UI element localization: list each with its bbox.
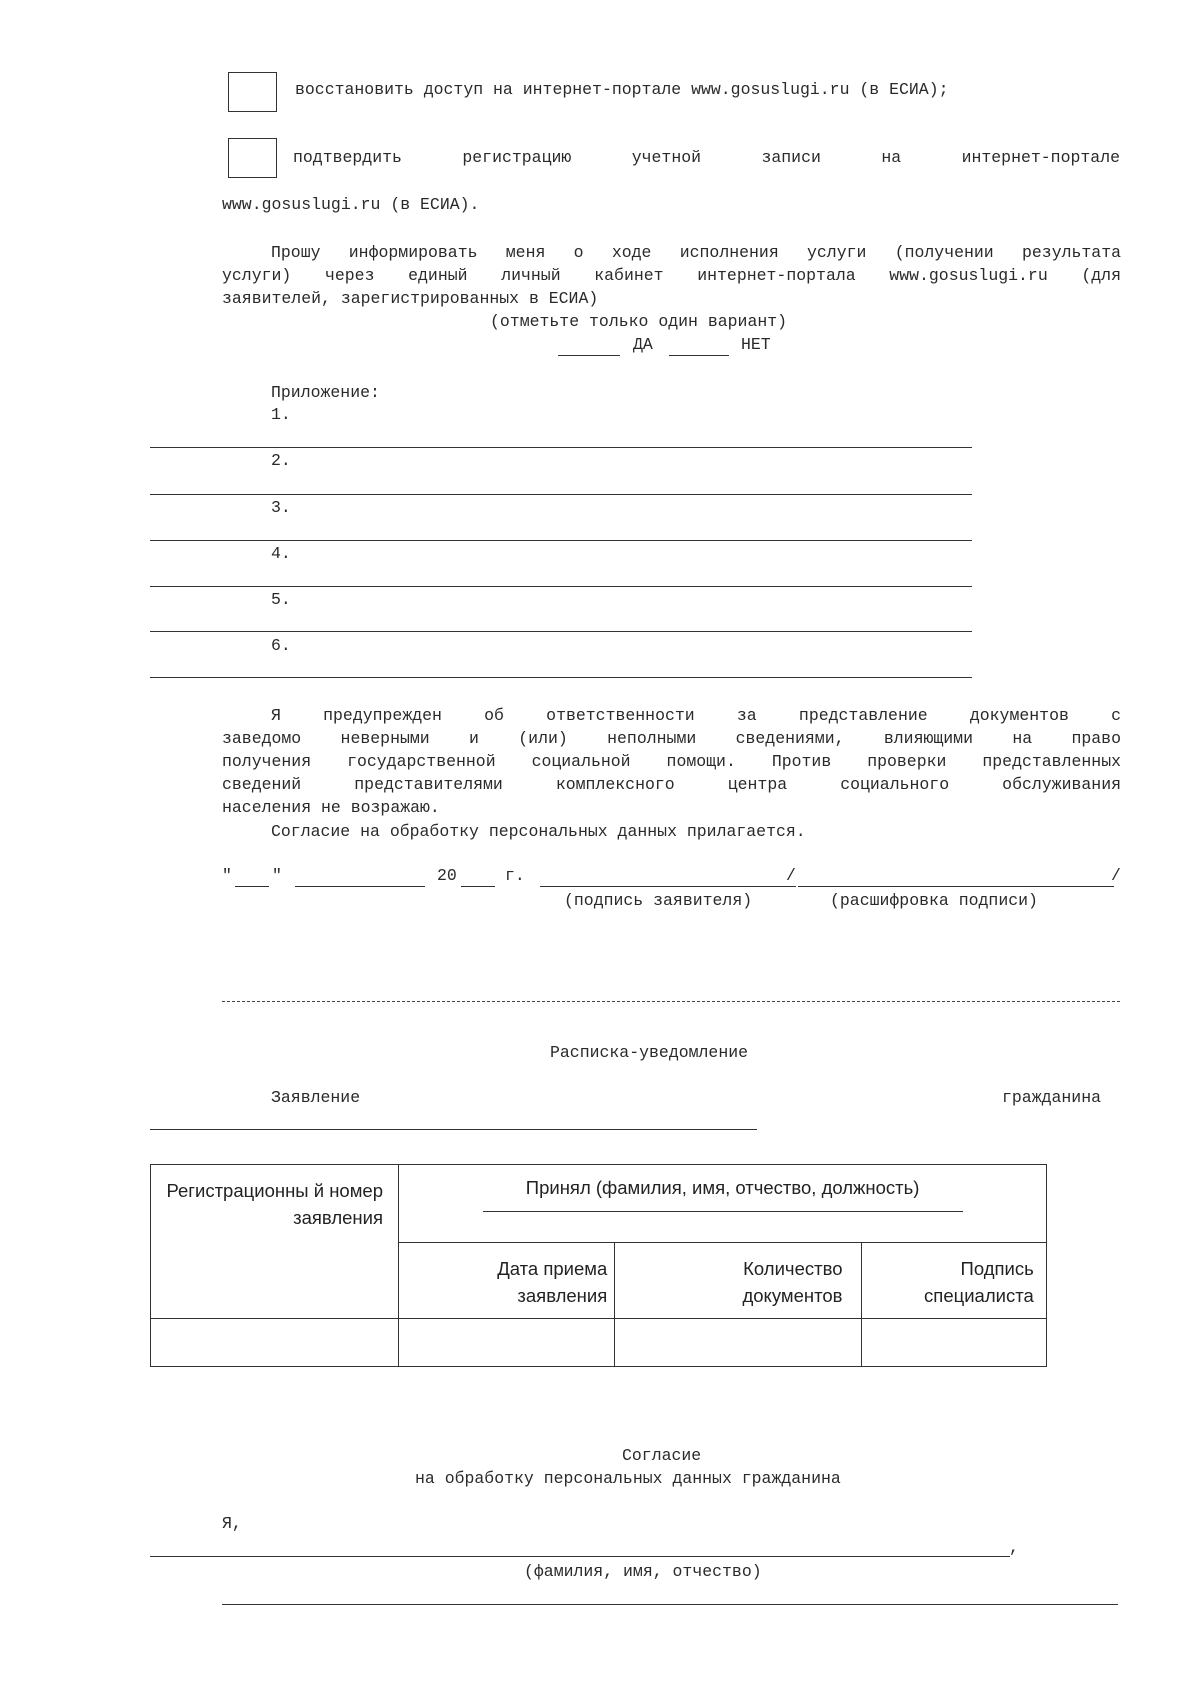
accepted-header bbox=[399, 1165, 1047, 1243]
receipt-statement-word: Заявление bbox=[271, 1088, 361, 1107]
count-cell[interactable] bbox=[614, 1319, 861, 1367]
attachment-number: 5. bbox=[271, 590, 291, 609]
attachment-number: 6. bbox=[271, 636, 291, 655]
consent-attached: Согласие на обработку персональных данных прилагается. bbox=[271, 822, 806, 841]
day-field[interactable] bbox=[235, 886, 269, 887]
receipt-citizen-word: гражданина bbox=[1002, 1088, 1102, 1107]
warning-line1: Я предупрежден об ответственности за представление документов с bbox=[271, 706, 1121, 725]
attachment-number: 4. bbox=[271, 544, 291, 563]
signature-decode-field[interactable] bbox=[798, 886, 1114, 887]
consent-title: Согласие bbox=[622, 1446, 702, 1465]
attachment-number: 3. bbox=[271, 498, 291, 517]
year-field[interactable] bbox=[461, 886, 495, 887]
attachment-line[interactable] bbox=[150, 540, 972, 541]
date-cell[interactable] bbox=[399, 1319, 614, 1367]
warning-line2: заведомо неверными и (или) неполными сведениями, влияющими на право bbox=[222, 729, 1121, 748]
inform-note: (отметьте только один вариант) bbox=[490, 312, 788, 331]
attachment-line[interactable] bbox=[150, 586, 972, 587]
consent-ya: Я, bbox=[222, 1514, 242, 1533]
signature-label: (подпись заявителя) bbox=[564, 891, 753, 910]
inform-text-line2: услуги) через единый личный кабинет интернет-портала www.gosuslugi.ru (для bbox=[222, 266, 1121, 285]
receipt-title: Расписка-уведомление bbox=[550, 1043, 749, 1062]
consent-fio-field[interactable] bbox=[150, 1556, 1010, 1557]
yes-label: ДА bbox=[633, 335, 653, 354]
no-label: НЕТ bbox=[741, 335, 771, 354]
consent-fio-label: (фамилия, имя, отчество) bbox=[524, 1562, 762, 1581]
attachment-line[interactable] bbox=[150, 494, 972, 495]
reg-number-cell[interactable] bbox=[151, 1319, 399, 1367]
sign-header: Подпись специалиста bbox=[861, 1243, 1046, 1319]
year-suffix: г. bbox=[505, 866, 525, 885]
attachment-line[interactable] bbox=[150, 677, 972, 678]
consent-fio-comma: , bbox=[1009, 1538, 1019, 1557]
registration-table bbox=[150, 1164, 1047, 1367]
no-mark-line[interactable] bbox=[669, 355, 729, 356]
signature-decode-label: (расшифровка подписи) bbox=[830, 891, 1038, 910]
warning-line4: сведений представителями комплексного центра социального обслуживания bbox=[222, 775, 1121, 794]
attachment-line[interactable] bbox=[150, 631, 972, 632]
applicant-signature-field[interactable] bbox=[540, 886, 796, 887]
reg-number-header: Регистрационны й номер заявления bbox=[151, 1165, 399, 1319]
inform-text-line3: заявителей, зарегистрированных в ЕСИА) bbox=[222, 289, 599, 308]
restore-access-checkbox[interactable] bbox=[228, 72, 277, 112]
date-quote-open: " bbox=[222, 866, 232, 885]
confirm-registration-continuation: www.gosuslugi.ru (в ЕСИА). bbox=[222, 195, 480, 214]
accepted-label: Принял (фамилия, имя, отчество, должность) bbox=[525, 1177, 920, 1198]
warning-line5: населения не возражаю. bbox=[222, 798, 440, 817]
month-field[interactable] bbox=[295, 886, 425, 887]
cut-line bbox=[222, 1001, 1120, 1002]
signature-slash: / bbox=[786, 866, 796, 885]
count-header: Количество документов bbox=[614, 1243, 861, 1319]
restore-access-label: восстановить доступ на интернет-портале www.gosuslugi.ru (в ЕСИА); bbox=[295, 80, 949, 99]
attachment-number: 2. bbox=[271, 451, 291, 470]
signature-slash-end: / bbox=[1111, 866, 1121, 885]
sign-cell[interactable] bbox=[861, 1319, 1046, 1367]
inform-text-line1: Прошу информировать меня о ходе исполнения услуги (получении результата bbox=[271, 243, 1121, 262]
accepted-name-line[interactable] bbox=[483, 1211, 963, 1212]
warning-line3: получения государственной социальной помощи. Против проверки представленных bbox=[222, 752, 1121, 771]
confirm-registration-checkbox[interactable] bbox=[228, 138, 277, 178]
date-quote-close: " bbox=[272, 866, 282, 885]
date-header: Дата приема заявления bbox=[399, 1243, 614, 1319]
attachments-label: Приложение: bbox=[271, 383, 380, 402]
consent-second-line[interactable] bbox=[222, 1604, 1118, 1605]
yes-mark-line[interactable] bbox=[558, 355, 620, 356]
attachment-line[interactable] bbox=[150, 447, 972, 448]
citizen-name-field[interactable] bbox=[150, 1129, 757, 1130]
attachment-number: 1. bbox=[271, 405, 291, 424]
consent-subtitle: на обработку персональных данных гражданина bbox=[415, 1469, 841, 1488]
year-prefix: 20 bbox=[437, 866, 457, 885]
confirm-registration-label: подтвердить регистрацию учетной записи на интернет-портале bbox=[293, 148, 1120, 167]
